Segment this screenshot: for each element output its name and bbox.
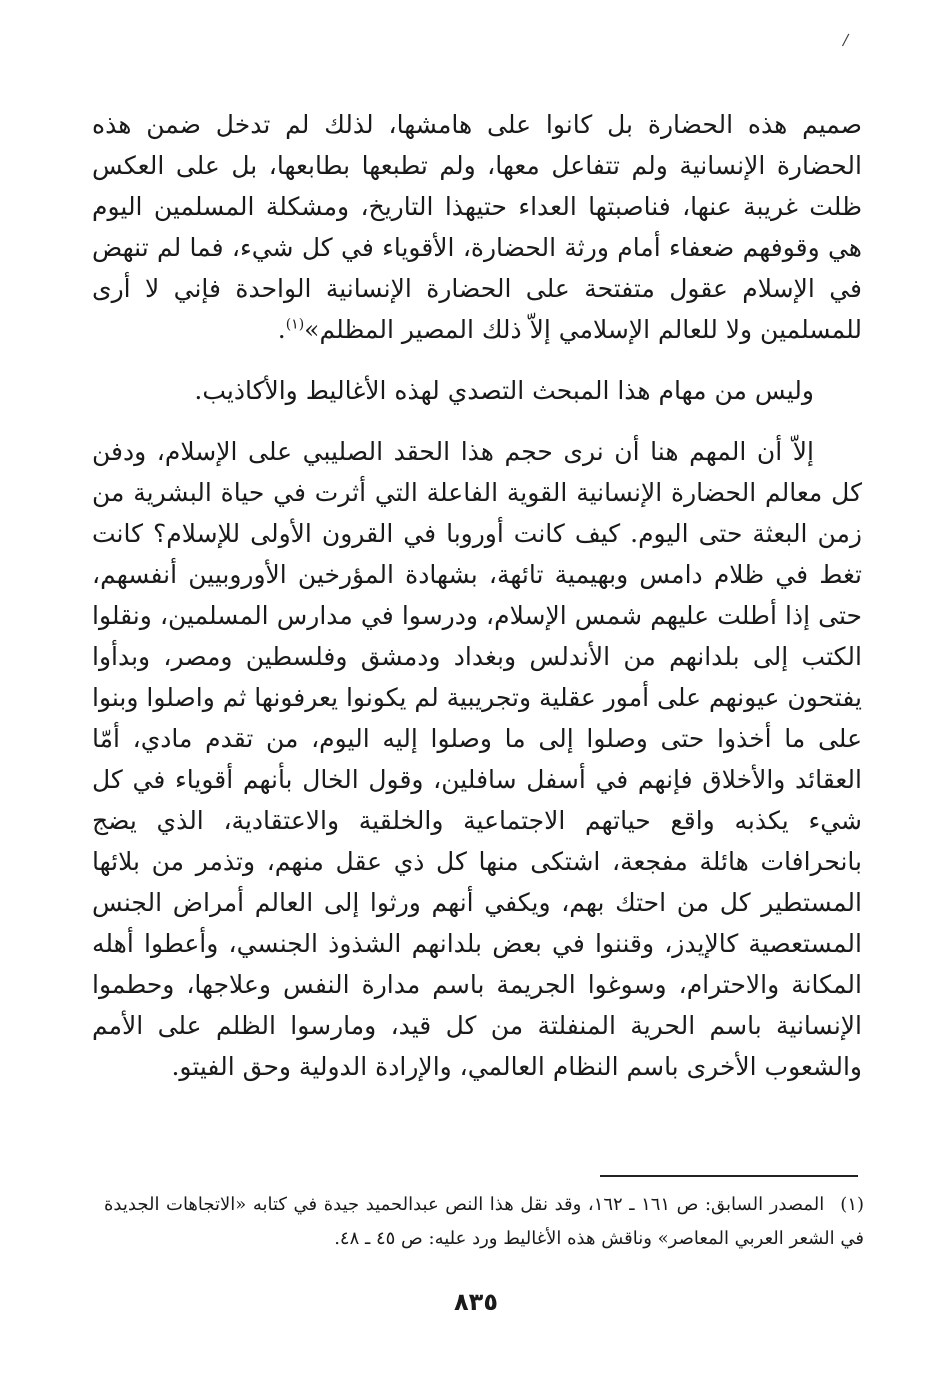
footnote-divider — [600, 1175, 858, 1177]
footnote-text: المصدر السابق: ص ١٦١ ـ ١٦٢، وقد نقل هذا النص عبدالحميد جيدة في كتابه «الاتجاهات الجديدة في الشعر العربي المعاصر» وناقش هذه الأغاليط ورد عليه: ص ٤٥ ـ ٤٨. — [104, 1194, 864, 1249]
paragraph-1-text: صميم هذه الحضارة بل كانوا على هامشها، لذلك لم تدخل ضمن هذه الحضارة الإنسانية ولم تتفاعل معها، ولم تطبعها بطابعها، بل على العكس ظلت غريبة عنها، فناصبتها العداء حتيهذا التاريخ، ومشكلة المسلمين اليوم هي وقوفهم ضعفاء أمام ورثة الحضارة، الأقوياء في كل شيء، فما لم تنهض في الإسلام عقول متفتحة على الحضارة الإنسانية الواحدة فإني لا أرى للمسلمين ولا للعالم الإسلامي إلاّ ذلك المصير المظلم» — [92, 110, 862, 344]
footnote-reference: (١) — [285, 316, 305, 333]
paragraph-1-end: . — [277, 315, 286, 344]
footnote — [104, 1188, 864, 1256]
paragraph-continuation — [92, 104, 862, 350]
paragraph-3: إلاّ أن المهم هنا أن نرى حجم هذا الحقد الصليبي على الإسلام، ودفن كل معالم الحضارة الإنسانية القوية الفاعلة التي أثرت في حياة البشرية من زمن البعثة حتى اليوم. كيف كانت أوروبا في القرون الأولى للإسلام؟ كانت تغط في ظلام دامس وبهيمية تائهة، بشهادة المؤرخين الأوروبيين أنفسهم، حتى إذا أطلت عليهم شمس الإسلام، ودرسوا في مدارس المسلمين، ونقلوا الكتب إلى بلدانهم من الأندلس وبغداد ودمشق وفلسطين ومصر، وبدأوا يفتحون عيونهم على أمور عقلية وتجريبية لم يكونوا يعرفونها ثم واصلوا وبنوا على ما أخذوا حتى وصلوا إلى ما وصلوا إليه اليوم، من تقدم مادي، أمّا العقائد والأخلاق فإنهم في أسفل سافلين، وقول الخال بأنهم أقوياء في كل شيء يكذبه واقع حياتهم الاجتماعية والخلقية والاعتقادية، الذي يضج بانحرافات هائلة مفجعة، اشتكى منها كل ذي عقل منهم، وتذمر من بلائها المستطير كل من احتك بهم، ويكفي أنهم ورثوا إلى العالم أمراض الجنس المستعصية كالإيدز، وقننوا في بعض بلدانهم الشذوذ الجنسي، وأعطوا أهله المكانة والاحترام، وسوغوا الجريمة باسم مدارة النفس وعلاجها، وحطموا الإنسانية باسم الحرية المنفلتة من كل قيد، ومارسوا الظلم على الأمم والشعوب الأخرى باسم النظام العالمي، والإرادة الدولية وحق الفيتو. — [92, 437, 862, 1081]
page-number: ٨٣٥ — [454, 1288, 498, 1316]
footnote-number: (١) — [840, 1194, 865, 1215]
body-text — [92, 104, 862, 1087]
corner-mark: / — [841, 29, 850, 50]
paragraph-2: وليس من مهام هذا المبحث التصدي لهذه الأغاليط والأكاذيب. — [194, 376, 814, 405]
